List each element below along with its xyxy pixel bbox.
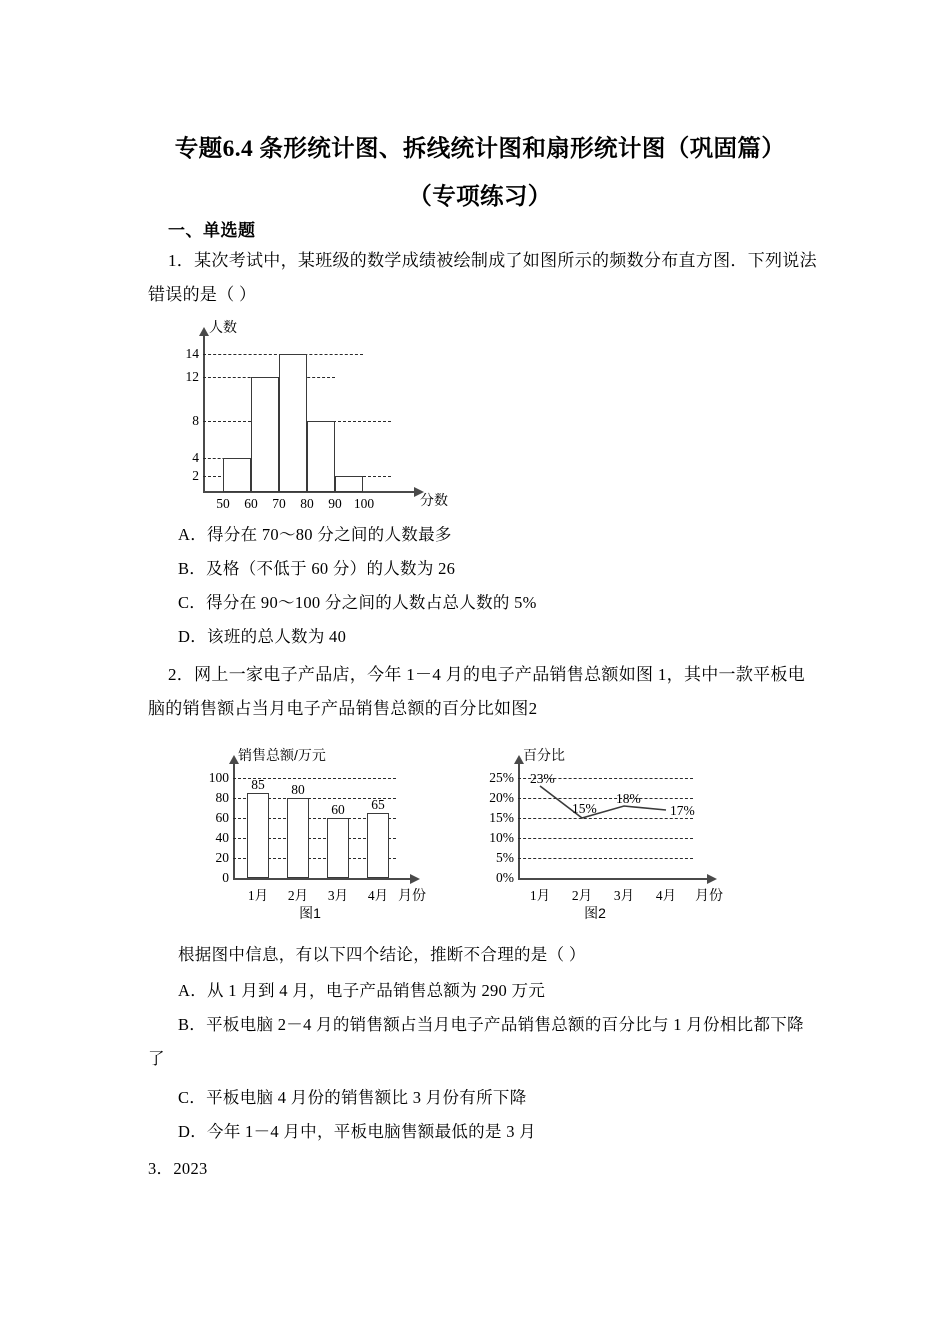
percentage-line-chart [460, 745, 750, 920]
bar-chart-y-tick-0: 0 [222, 870, 229, 885]
bar-chart-value-mar: 60 [331, 802, 345, 817]
section-heading: 一、单选题 [168, 221, 256, 240]
line-chart-y-axis-label: 百分比 [523, 747, 565, 763]
question-2-stem-line-1: 2．网上一家电子产品店，今年 1－4 月的电子产品销售总额如图 1，其中一款平板电 [168, 665, 806, 684]
line-chart-y-tick-0: 0% [496, 870, 514, 885]
question-1-option-d: D．该班的总人数为 40 [178, 627, 347, 646]
question-1-option-a: A．得分在 70～80 分之间的人数最多 [178, 525, 452, 544]
histogram-y-tick-12: 12 [185, 369, 199, 384]
bar-chart-x-tick-jan: 1月 [247, 888, 269, 903]
line-chart-value-jan: 23% [530, 771, 555, 786]
histogram-x-axis-label: 分数 [420, 492, 448, 508]
histogram-y-tick-4: 4 [192, 450, 199, 465]
title-line-1: 专题6.4 条形统计图、拆线统计图和扇形统计图（巩固篇） [174, 136, 786, 162]
bar-chart-bar-mar [327, 818, 349, 878]
histogram-y-axis [203, 335, 205, 492]
line-chart-x-tick-mar: 3月 [613, 888, 635, 903]
question-2-option-a: A．从 1 月到 4 月，电子产品销售总额为 290 万元 [178, 981, 546, 1000]
bar-chart-value-feb: 80 [291, 782, 305, 797]
bar-chart-y-tick-100: 100 [208, 770, 229, 785]
bar-chart-value-jan: 85 [251, 777, 265, 792]
bar-chart-x-tick-apr: 4月 [367, 888, 389, 903]
line-chart-caption: 图2 [584, 905, 606, 921]
line-chart-value-feb: 15% [572, 801, 597, 816]
question-1-option-c: C．得分在 90～100 分之间的人数占总人数的 5% [178, 593, 537, 612]
question-1-stem-line-2: 错误的是（ ） [148, 285, 257, 304]
histogram-y-tick-2: 2 [192, 468, 199, 483]
question-3-stem: 3．2023 [148, 1159, 208, 1178]
bar-chart-y-tick-80: 80 [215, 790, 229, 805]
question-1-option-b: B．及格（不低于 60 分）的人数为 26 [178, 559, 456, 578]
question-2-option-c: C．平板电脑 4 月份的销售额比 3 月份有所下降 [178, 1088, 527, 1107]
line-chart-x-tick-feb: 2月 [571, 888, 593, 903]
histogram-x-tick-90: 90 [328, 496, 342, 511]
bar-chart-x-axis-label: 月份 [398, 887, 426, 903]
bar-chart-x-axis [233, 878, 411, 880]
bar-chart-y-axis [233, 763, 235, 879]
histogram-bar-60-70 [251, 377, 279, 492]
bar-chart-bar-jan [247, 793, 269, 878]
line-chart-value-apr: 17% [670, 803, 695, 818]
histogram-bar-50-60 [223, 458, 251, 492]
line-chart-y-tick-10: 10% [489, 830, 514, 845]
bar-chart-y-tick-20: 20 [215, 850, 229, 865]
line-chart-y-tick-15: 15% [489, 810, 514, 825]
histogram-bar-90-100 [335, 476, 363, 492]
histogram-y-axis-arrow [199, 327, 209, 336]
question-2-stem-line-2: 脑的销售额占当月电子产品销售总额的百分比如图2 [148, 699, 538, 718]
bar-chart-y-tick-60: 60 [215, 810, 229, 825]
bar-chart-bar-apr [367, 813, 389, 878]
histogram-bar-70-80 [279, 354, 307, 492]
question-2-option-d: D．今年 1－4 月中，平板电脑售额最低的是 3 月 [178, 1122, 536, 1141]
histogram-y-axis-label: 人数 [209, 319, 237, 335]
question-2-prompt: 根据图中信息，有以下四个结论，推断不合理的是（ ） [178, 945, 586, 964]
line-chart-x-tick-jan: 1月 [529, 888, 551, 903]
line-chart-series [460, 745, 750, 920]
histogram-x-tick-70: 70 [272, 496, 286, 511]
line-chart-x-tick-apr: 4月 [655, 888, 677, 903]
line-chart-y-tick-25: 25% [489, 770, 514, 785]
histogram-x-tick-60: 60 [244, 496, 258, 511]
page-title [120, 126, 840, 220]
question-1-stem-line-1: 1．某次考试中，某班级的数学成绩被绘制成了如图所示的频数分布直方图．下列说法 [168, 251, 817, 270]
bar-chart-y-axis-label: 销售总额/万元 [238, 747, 326, 763]
question-2-option-b: B．平板电脑 2－4 月的销售额占当月电子产品销售总额的百分比与 1 月份相比都下降 [178, 1015, 804, 1034]
histogram-y-tick-8: 8 [192, 413, 199, 428]
question-2-option-b-continuation: 了 [148, 1049, 165, 1068]
bar-chart-value-apr: 65 [371, 797, 385, 812]
sales-total-bar-chart [185, 745, 455, 920]
bar-chart-x-tick-mar: 3月 [327, 888, 349, 903]
histogram-bar-80-90 [307, 421, 335, 492]
frequency-histogram [175, 315, 475, 510]
bar-chart-x-tick-feb: 2月 [287, 888, 309, 903]
bar-chart-y-tick-40: 40 [215, 830, 229, 845]
line-chart-y-tick-20: 20% [489, 790, 514, 805]
bar-chart-caption: 图1 [299, 905, 321, 921]
bar-chart-x-axis-arrow [410, 874, 420, 884]
bar-chart-bar-feb [287, 798, 309, 878]
line-chart-x-axis-label: 月份 [695, 887, 723, 903]
histogram-x-tick-100: 100 [353, 496, 375, 511]
line-chart-value-mar: 18% [616, 791, 641, 806]
histogram-x-tick-80: 80 [300, 496, 314, 511]
histogram-x-tick-50: 50 [216, 496, 230, 511]
title-line-2: （专项练习） [408, 184, 552, 210]
histogram-y-tick-14: 14 [185, 346, 199, 361]
line-chart-y-tick-5: 5% [496, 850, 514, 865]
